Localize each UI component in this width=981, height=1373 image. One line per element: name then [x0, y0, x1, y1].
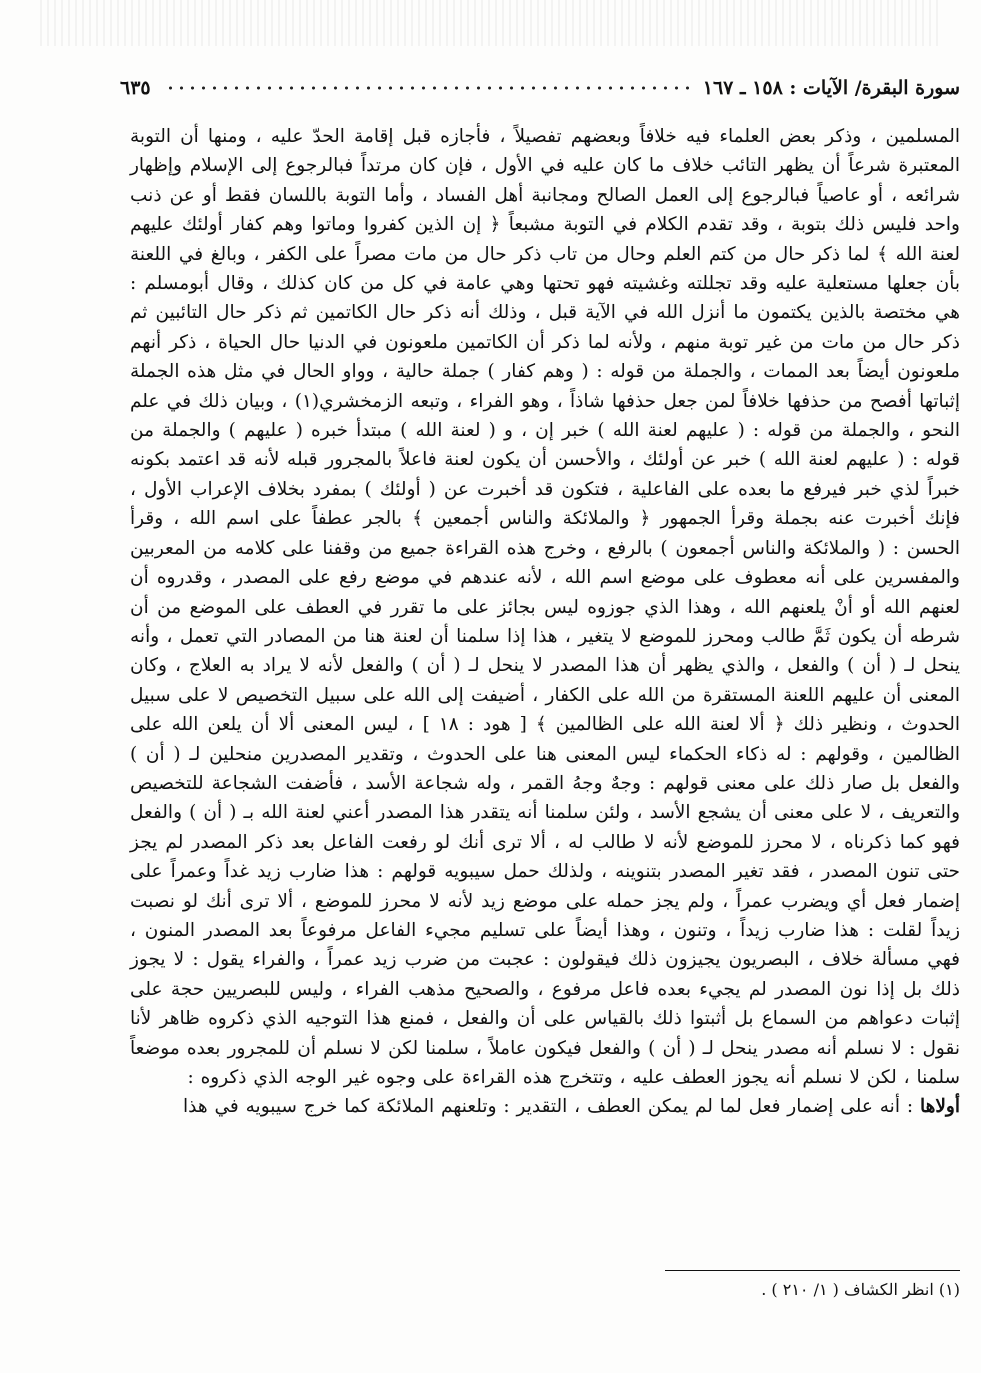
- scan-edge-artifact: [40, 0, 940, 46]
- footnote-separator: [665, 1270, 960, 1271]
- commentary-paragraph: المسلمين ، وذكر بعض العلماء فيه خلافاً وبعضهم تفصيلاً ، فأجازه قبل إقامة الحدّ عليه ، ومنها أن التوبة المعتبرة شرعاً أن يظهر التائب خلاف ما كان عليه في الأول ، فإن كان مرتداً فبالرجوع إلى الإسلام وإظهار شرائعه ، أو عاصياً فبالرجوع إلى العمل الصالح ومجانبة أهل الفساد ، وأما التوبة باللسان فقط أو عن ذنب واحد فليس ذلك بتوبة ، وقد تقدم الكلام في التوبة مشبعاً ﴿ إن الذين كفروا وماتوا وهم كفار أولئك عليهم لعنة الله ﴾ لما ذكر حال من كتم العلم وحال من تاب ذكر حال من مات مصراً على الكفر ، وبالغ في اللعنة بأن جعلها مستعلية عليه وقد تجللته وغشيته فهو تحتها وهي عامة في كل من كان كذلك ، وقال أبومسلم : هي مختصة بالذين يكتمون ما أنزل الله في الآية قبل ، وذلك أنه ذكر حال الكاتمين ثم ذكر حال التائبين ثم ذكر حال من مات من غير توبة منهم ، ولأنه لما ذكر أن الكاتمين ملعونون في الدنيا حال الحياة ، ذكر أنهم ملعونون أيضاً بعد الممات ، والجملة من قوله : ( وهم كفار ) جملة حالية ، وواو الحال في مثل هذه الجملة إثباتها أفصح من حذفها خلافاً لمن جعل حذفها شاذاً ، وهو الفراء ، وتبعه الزمخشري(١) ، وبيان ذلك في علم النحو ، والجملة من قوله : ( عليهم لعنة الله ) خبر إن ، و ( لعنة الله ) مبتدأ خبره ( عليهم ) والجملة من قوله : ( عليهم لعنة الله ) خبر عن أولئك ، والأحسن أن يكون لعنة فاعلاً بالمجرور قبله لأنه قد اعتمد بكونه خبراً لذي خبر فيرفع ما بعده على الفاعلية ، فتكون قد أخبرت عن ( أولئك ) بمفرد بخلاف الإعراب الأول ، فإنك أخبرت عنه بجملة وقرأ الجمهور ﴿ والملائكة والناس أجمعين ﴾ بالجر عطفاً على اسم الله ، وقرأ الحسن : ( والملائكة والناس أجمعون ) بالرفع ، وخرج هذه القراءة جميع من وقفنا على كلامه من المعربين والمفسرين على أنه معطوف على موضع اسم الله ، لأنه عندهم في موضع رفع على المصدر ، وقدروه أن لعنهم الله أو أنْ يلعنهم الله ، وهذا الذي جوزوه ليس بجائز على ما تقرر في العطف على الموضع من أن شرطه أن يكون ثَمَّ طالب ومحرز للموضع لا يتغير ، هذا إذا سلمنا أن لعنة هنا من المصادر التي تعمل ، وأنه ينحل لـ ( أن ) والفعل ، والذي يظهر أن هذا المصدر لا ينحل لـ ( أن ) والفعل لأنه لا يراد به العلاج ، وكان المعنى أن عليهم اللعنة المستقرة من الله على الكفار ، أضيفت إلى الله على سبيل التخصيص لا على سبيل الحدوث ، ونظير ذلك ﴿ ألا لعنة الله على الظالمين ﴾ [ هود : ١٨ ] ، ليس المعنى ألا أن يلعن الله على الظالمين ، وقولهم : له ذكاء الحكماء ليس المعنى هنا على الحدوث ، وتقدير المصدرين منحلين لـ ( أن ) والفعل بل صار ذلك على معنى قولهم : وجهٌ وجهُ القمر ، وله شجاعة الأسد ، فأضفت الشجاعة للتخصيص والتعريف ، لا على معنى أن يشجع الأسد ، ولئن سلمنا أنه يتقدر هذا المصدر أعني لعنة الله بـ ( أن ) والفعل فهو كما ذكرناه ، لا محرز للموضع لأنه لا طالب له ، ألا ترى أنك لو رفعت الفاعل بعد ذكر المصدر لم يجز حتى تنون المصدر ، فقد تغير المصدر بتنوينه ، ولذلك حمل سيبويه قولهم : هذا ضارب زيد غداً وعمراً على إضمار فعل أي ويضرب عمراً ، ولم يجز حمله على موضع زيد لأنه لا محرز للموضع ، ألا ترى أنك لو نصبت زيداً لقلت : هذا ضارب زيداً ، وتنون ، وهذا أيضاً على تسليم مجيء الفاعل مرفوعاً بعد المصدر المنون ، فهي مسألة خلاف ، البصريون يجيزون ذلك فيقولون : عجبت من ضرب زيد عمراً ، والفراء يقول : لا يجوز ذلك بل إذا نون المصدر لم يجيء بعده فاعل مرفوع ، والصحيح مذهب الفراء ، وليس للبصريين حجة على إثبات دعواهم من السماع بل أثبتوا ذلك بالقياس على أن والفعل ، فمنع هذا التوجيه الذي ذكروه ظاهر لأنا نقول : لا نسلم أنه مصدر ينحل لـ ( أن ) والفعل فيكون عاملاً ، سلمنا لكن لا نسلم أن للمجرور بعده موضعاً سلمنا ، لكن لا نسلم أنه يجوز العطف عليه ، وتتخرج هذه القراءة على وجوه غير الوجه الذي ذكروه :: [130, 126, 960, 1088]
- point-label: أولاها: [919, 1096, 960, 1118]
- point-text: : أنه على إضمار فعل لما لم يمكن العطف ، التقدير : وتلعنهم الملائكة كما خرج سيبويه في هذا: [183, 1096, 920, 1118]
- commentary-paragraph-continued: [130, 1092, 960, 1121]
- running-header: [120, 70, 960, 106]
- main-text-block: [130, 122, 960, 1122]
- page-number: ٦٣٥: [120, 77, 151, 99]
- surah-verse-title: سورة البقرة/ الآيات : ١٥٨ ـ ١٦٧: [702, 77, 960, 99]
- dotted-leader: [165, 86, 689, 90]
- footnote: (١) انظر الكشاف ( ١/ ٢١٠ ) .: [761, 1280, 960, 1299]
